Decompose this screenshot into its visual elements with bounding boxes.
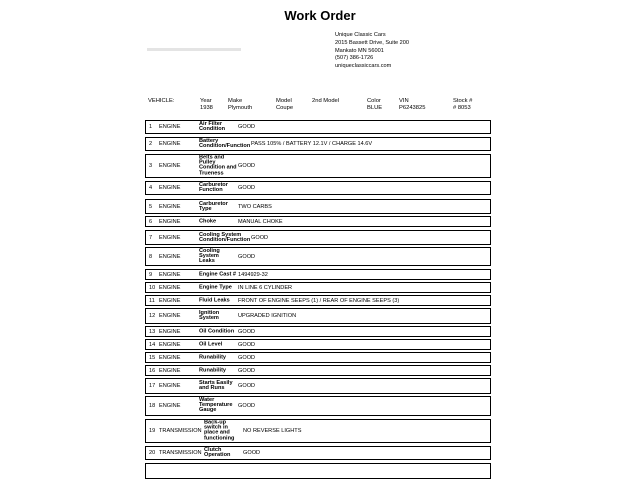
row-value: GOOD bbox=[238, 341, 256, 348]
row-item-line: and Runs bbox=[199, 385, 225, 391]
row-section: ENGINE bbox=[159, 124, 181, 130]
vin-label: VIN bbox=[399, 98, 409, 104]
row-section: ENGINE bbox=[159, 185, 181, 191]
row-item-line: Carburetor bbox=[199, 200, 228, 207]
row-item bbox=[204, 421, 234, 442]
row-item bbox=[199, 381, 233, 391]
year-label: Year bbox=[200, 98, 212, 104]
row-number: 8 bbox=[149, 253, 153, 260]
row-number: 10 bbox=[149, 284, 156, 291]
row-number: 2 bbox=[149, 141, 153, 147]
row-number: 16 bbox=[149, 367, 156, 374]
table-row bbox=[145, 463, 491, 479]
row-item bbox=[199, 355, 226, 360]
row-item bbox=[199, 398, 232, 414]
row-item-line: Ignition bbox=[199, 309, 220, 316]
row-section: ENGINE bbox=[159, 297, 181, 304]
row-item-line: Belts and bbox=[199, 154, 225, 161]
model-label: Model bbox=[276, 98, 292, 104]
model2-label: 2nd Model bbox=[312, 98, 340, 104]
row-value: NO REVERSE LIGHTS bbox=[243, 428, 302, 434]
logo-placeholder bbox=[147, 48, 241, 51]
row-value: FRONT OF ENGINE SEEPS (1) / REAR OF ENGINE SEEPS (3) bbox=[238, 297, 400, 304]
row-item bbox=[204, 448, 230, 458]
row-number: 17 bbox=[149, 383, 156, 389]
table-row bbox=[145, 365, 491, 376]
row-item-line: Temperature bbox=[199, 402, 233, 409]
row-item-line: Engine Type bbox=[199, 283, 232, 290]
row-item-line: Cooling bbox=[199, 247, 220, 254]
row-item-line: functioning bbox=[204, 435, 235, 442]
row-item-line: Starts Easily bbox=[199, 379, 233, 386]
table-row bbox=[145, 308, 491, 324]
table-row bbox=[145, 269, 491, 280]
table-row bbox=[145, 326, 491, 337]
row-item-line: Condition/Function bbox=[199, 236, 251, 243]
row-item-line: place and bbox=[204, 430, 230, 436]
row-item-line: Water bbox=[199, 397, 215, 404]
table-row bbox=[145, 282, 491, 293]
row-number: 15 bbox=[149, 354, 156, 361]
row-item-line: Runability bbox=[199, 353, 227, 360]
row-section: ENGINE bbox=[159, 203, 181, 210]
vin-value: P6243825 bbox=[399, 105, 426, 111]
row-item bbox=[199, 232, 250, 242]
row-number: 3 bbox=[149, 163, 153, 169]
row-value: GOOD bbox=[238, 163, 256, 169]
row-item-line: Condition and bbox=[199, 165, 237, 171]
row-section: ENGINE bbox=[159, 234, 181, 241]
table-row bbox=[145, 137, 491, 151]
row-value: TWO CARBS bbox=[238, 203, 272, 210]
table-row bbox=[145, 181, 491, 195]
row-number: 19 bbox=[149, 428, 156, 434]
row-number: 12 bbox=[149, 313, 156, 319]
row-value: GOOD bbox=[238, 253, 256, 260]
row-item-line: Leaks bbox=[199, 258, 215, 265]
row-item-line: Type bbox=[199, 205, 212, 212]
row-item-line: System bbox=[199, 315, 219, 321]
vehicle-label: VEHICLE: bbox=[148, 98, 175, 104]
vehicle-stock bbox=[453, 98, 472, 112]
row-value: GOOD bbox=[238, 403, 256, 409]
color-value: BLUE bbox=[367, 105, 383, 111]
vehicle-color bbox=[367, 98, 382, 112]
page-title: Work Order bbox=[284, 8, 356, 23]
row-section: ENGINE bbox=[159, 163, 181, 169]
row-section: ENGINE bbox=[159, 341, 181, 348]
row-item-line: Cooling System bbox=[199, 231, 242, 238]
row-value: UPGRADED IGNITION bbox=[238, 313, 297, 319]
table-row bbox=[145, 446, 491, 460]
table-row bbox=[145, 419, 491, 443]
table-row bbox=[145, 378, 491, 394]
row-item-line: Gauge bbox=[199, 407, 217, 414]
row-number: 6 bbox=[149, 218, 153, 225]
row-value: GOOD bbox=[238, 383, 256, 389]
company-city: Mankato MN 56001 bbox=[335, 47, 384, 54]
row-item bbox=[199, 122, 225, 132]
table-row bbox=[145, 230, 491, 245]
row-item-line: Oil Level bbox=[199, 340, 223, 347]
row-item-line: Air Filter bbox=[199, 120, 223, 127]
row-item bbox=[199, 201, 228, 211]
row-item bbox=[199, 139, 250, 149]
row-value: IN LINE 6 CYLINDER bbox=[238, 284, 293, 291]
row-section: ENGINE bbox=[159, 383, 181, 389]
row-number: 7 bbox=[149, 234, 153, 241]
row-section: ENGINE bbox=[159, 313, 181, 319]
row-section: ENGINE bbox=[159, 218, 181, 225]
row-item-line: Trueness bbox=[199, 170, 224, 177]
row-value: GOOD bbox=[251, 234, 269, 241]
row-value: GOOD bbox=[238, 124, 256, 130]
row-number: 9 bbox=[149, 271, 153, 278]
row-value: MANUAL CHOKE bbox=[238, 218, 283, 225]
table-row bbox=[145, 295, 491, 306]
company-phone: (507) 386-1726 bbox=[335, 55, 374, 62]
row-item-line: Function bbox=[199, 187, 223, 193]
row-item-line: Fluid Leaks bbox=[199, 296, 230, 303]
color-label: Color bbox=[367, 98, 381, 104]
row-item-line: Battery bbox=[199, 137, 219, 144]
row-item-line: switch in bbox=[204, 424, 228, 431]
row-section: TRANSMISSION bbox=[159, 428, 202, 434]
row-section: TRANSMISSION bbox=[159, 450, 202, 456]
table-row bbox=[145, 199, 491, 214]
row-item bbox=[199, 298, 230, 303]
year-value: 1938 bbox=[200, 105, 213, 111]
make-label: Make bbox=[228, 98, 243, 104]
table-row bbox=[145, 339, 491, 350]
row-item-line: Condition/Function bbox=[199, 143, 251, 149]
vehicle-make bbox=[228, 98, 252, 112]
row-item-line: Operation bbox=[204, 452, 231, 458]
row-section: ENGINE bbox=[159, 284, 181, 291]
vehicle-model bbox=[276, 98, 293, 112]
row-section: ENGINE bbox=[159, 403, 181, 409]
company-website: uniqueclassiccars.com bbox=[335, 63, 392, 70]
row-item bbox=[199, 272, 236, 277]
row-number: 18 bbox=[149, 403, 156, 409]
row-value: GOOD bbox=[238, 328, 256, 335]
row-value: GOOD bbox=[238, 354, 256, 361]
company-info bbox=[335, 32, 409, 71]
row-number: 11 bbox=[149, 297, 155, 304]
row-section: ENGINE bbox=[159, 253, 181, 260]
row-number: 13 bbox=[149, 328, 156, 335]
row-value: GOOD bbox=[243, 450, 261, 456]
row-item-line: Pulley bbox=[199, 159, 216, 166]
make-value: Plymouth bbox=[228, 105, 253, 111]
row-item bbox=[199, 329, 234, 334]
row-item bbox=[199, 285, 232, 290]
company-address: 2015 Bassett Drive, Suite 200 bbox=[335, 39, 410, 46]
row-item bbox=[199, 183, 228, 193]
row-item-line: Back-up bbox=[204, 419, 227, 426]
row-item-line: Condition bbox=[199, 126, 226, 132]
row-number: 4 bbox=[149, 185, 153, 191]
row-section: ENGINE bbox=[159, 354, 181, 361]
row-item-line: Runability bbox=[199, 366, 227, 373]
row-number: 1 bbox=[149, 124, 153, 130]
vehicle-year bbox=[200, 98, 213, 112]
row-item-line: Oil Condition bbox=[199, 327, 235, 334]
row-item bbox=[199, 368, 226, 373]
row-value: PASS 105% / BATTERY 12.1V / CHARGE 14.6V bbox=[251, 141, 373, 147]
row-item-line: Choke bbox=[199, 217, 217, 224]
table-row bbox=[145, 120, 491, 134]
row-number: 14 bbox=[149, 341, 156, 348]
row-section: ENGINE bbox=[159, 328, 181, 335]
row-item-line: Carburetor bbox=[199, 181, 228, 188]
row-value: GOOD bbox=[238, 185, 256, 191]
row-number: 20 bbox=[149, 450, 156, 456]
company-name: Unique Classic Cars bbox=[335, 32, 386, 38]
row-item-line: Clutch bbox=[204, 446, 222, 453]
row-item bbox=[199, 156, 237, 177]
row-value: GOOD bbox=[238, 367, 256, 374]
row-number: 5 bbox=[149, 203, 153, 210]
row-section: ENGINE bbox=[159, 367, 181, 374]
stock-label: Stock # bbox=[453, 98, 473, 104]
table-row bbox=[145, 154, 491, 178]
row-section: ENGINE bbox=[159, 271, 181, 278]
table-row bbox=[145, 216, 491, 227]
row-item bbox=[199, 219, 216, 224]
row-item bbox=[199, 342, 222, 347]
row-item-line: Engine Cast # bbox=[199, 270, 236, 277]
row-value: 1494929-32 bbox=[238, 271, 268, 278]
table-row bbox=[145, 396, 491, 416]
table-row bbox=[145, 352, 491, 363]
vehicle-vin bbox=[399, 98, 425, 112]
row-item bbox=[199, 249, 220, 265]
row-section: ENGINE bbox=[159, 141, 181, 147]
row-item bbox=[199, 311, 219, 321]
model-value: Coupe bbox=[276, 105, 294, 111]
table-row bbox=[145, 247, 491, 266]
stock-value: # 8053 bbox=[453, 105, 471, 111]
vehicle-model2 bbox=[312, 98, 339, 105]
row-item-line: System bbox=[199, 252, 219, 259]
